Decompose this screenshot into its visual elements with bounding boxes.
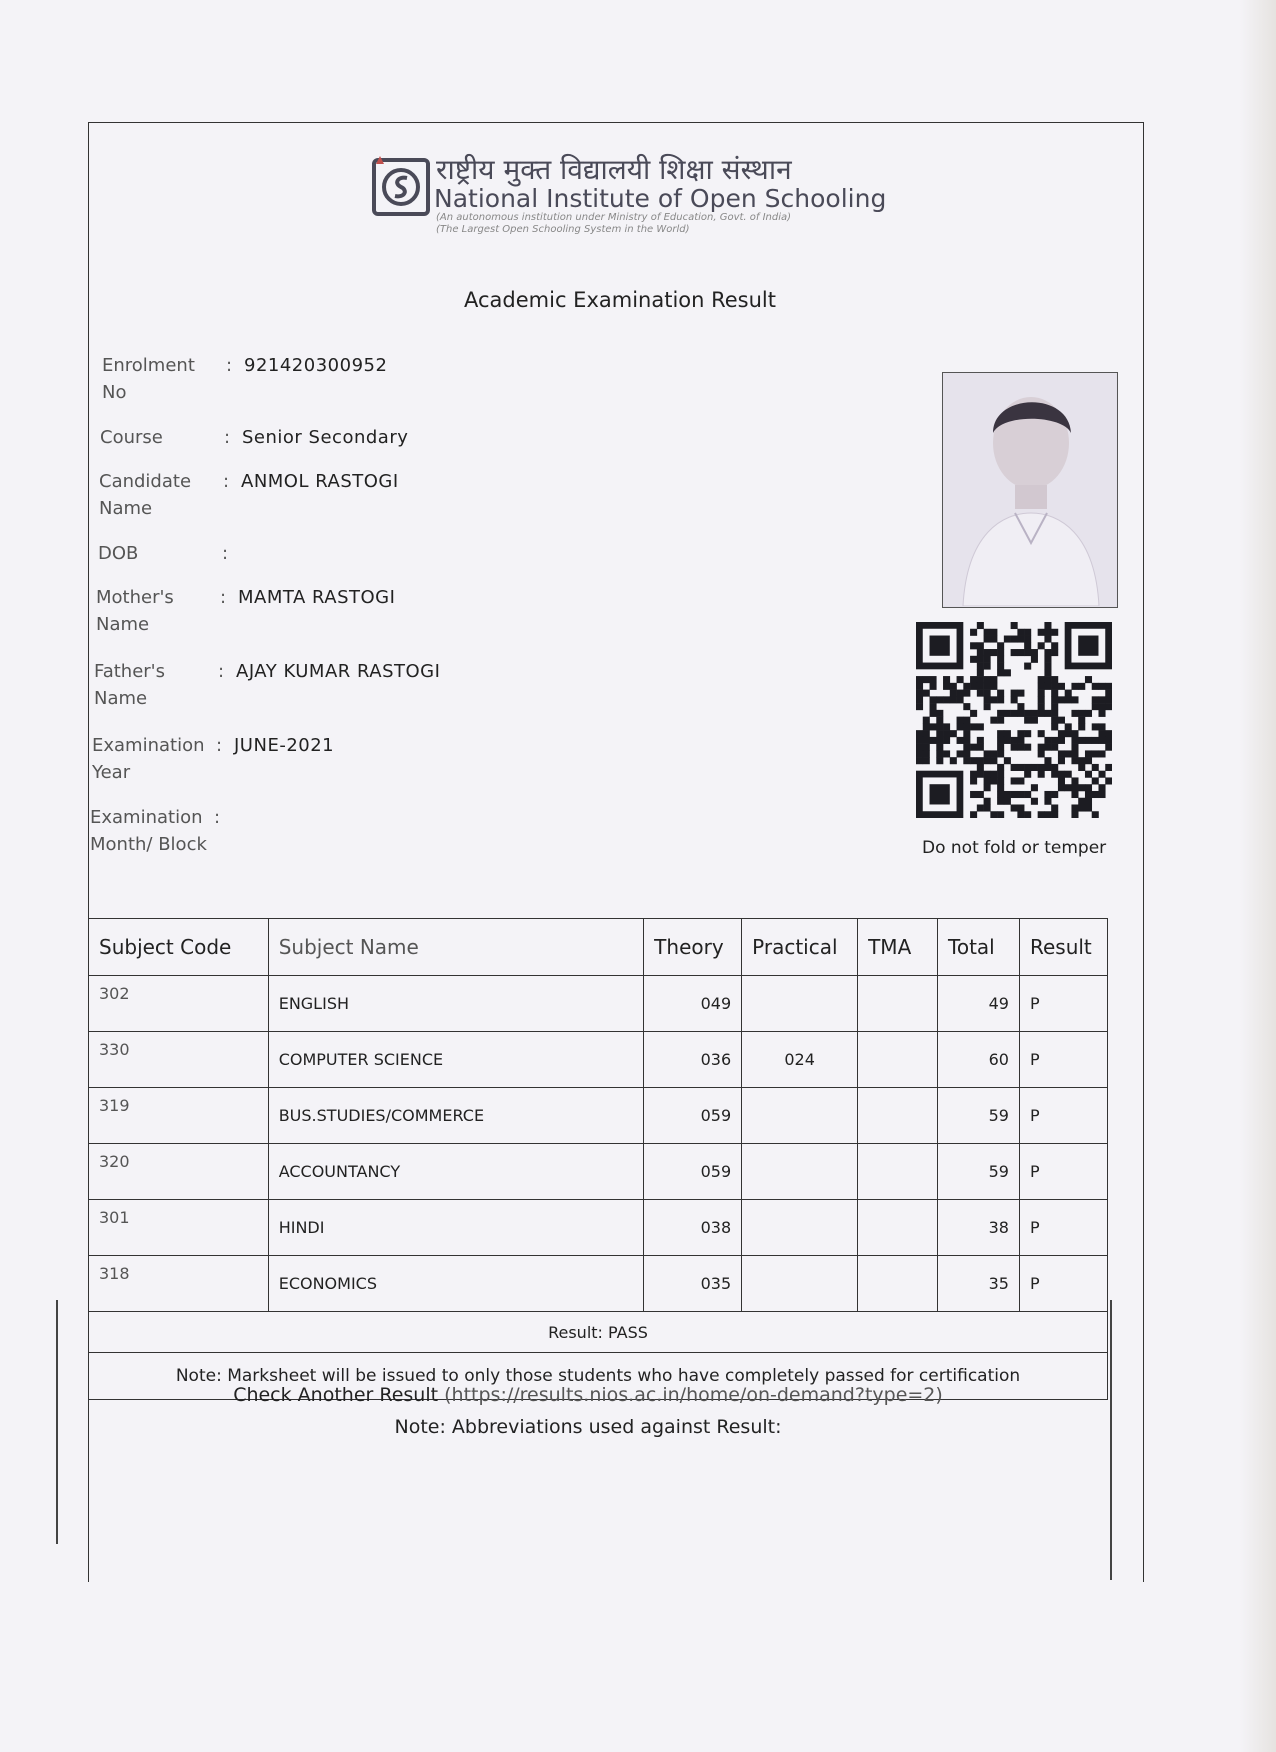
header-total: Total <box>938 919 1020 976</box>
field-value: AJAY KUMAR RASTOGI <box>236 661 441 682</box>
cell-code: 330 <box>89 1032 269 1088</box>
header-subject-code: Subject Code <box>89 919 269 976</box>
cell-tma <box>858 1088 938 1144</box>
institute-tagline-1: (An autonomous institution under Ministry of Education, Govt. of India) <box>436 212 792 223</box>
institute-hindi-name: राष्ट्रीय मुक्त विद्यालयी शिक्षा संस्थान <box>436 153 792 186</box>
field-colon: : <box>222 543 229 564</box>
marksheet-note: Note: Marksheet will be issued to only those students who have completely passed for certification <box>89 1353 1108 1400</box>
cell-result: P <box>1019 1032 1107 1088</box>
institute-english-name: National Institute of Open Schooling <box>434 184 887 213</box>
cell-total: 35 <box>938 1256 1020 1312</box>
cell-result: P <box>1019 1088 1107 1144</box>
field-colon: : <box>220 587 227 608</box>
cell-practical <box>742 1256 858 1312</box>
cell-code: 301 <box>89 1200 269 1256</box>
table-header-row <box>89 919 1108 976</box>
cell-practical <box>742 1144 858 1200</box>
check-another-result <box>0 1384 1176 1406</box>
field-colon: : <box>224 427 231 448</box>
field-value: MAMTA RASTOGI <box>238 587 396 608</box>
qr-code-icon <box>916 622 1112 818</box>
field-label: Enrolment No <box>102 355 195 403</box>
table-row <box>89 976 1108 1032</box>
cell-total: 59 <box>938 1144 1020 1200</box>
document-title: Academic Examination Result <box>464 288 776 312</box>
cell-total: 49 <box>938 976 1020 1032</box>
table-row <box>89 1032 1108 1088</box>
cell-code: 319 <box>89 1088 269 1144</box>
cell-code: 318 <box>89 1256 269 1312</box>
header-theory: Theory <box>644 919 742 976</box>
field-value: ANMOL RASTOGI <box>241 471 399 492</box>
cell-theory: 059 <box>644 1144 742 1200</box>
field-colon: : <box>216 735 223 756</box>
table-row <box>89 1200 1108 1256</box>
cell-theory: 036 <box>644 1032 742 1088</box>
result-summary: Result: PASS <box>89 1312 1108 1353</box>
cell-tma <box>858 1144 938 1200</box>
cell-theory: 059 <box>644 1088 742 1144</box>
header-subject-name: Subject Name <box>268 919 643 976</box>
cell-theory: 049 <box>644 976 742 1032</box>
cell-code: 320 <box>89 1144 269 1200</box>
field-value: 921420300952 <box>244 355 388 376</box>
cell-total: 38 <box>938 1200 1020 1256</box>
field-label: Examination Year <box>92 735 205 783</box>
cell-result: P <box>1019 1200 1107 1256</box>
table-row <box>89 1088 1108 1144</box>
field-label: Examination Month/ Block <box>90 807 207 855</box>
candidate-photo <box>942 372 1118 608</box>
cell-subject: BUS.STUDIES/COMMERCE <box>268 1088 643 1144</box>
cell-subject: ENGLISH <box>268 976 643 1032</box>
header-tma: TMA <box>858 919 938 976</box>
border-line-right <box>1110 1300 1112 1580</box>
marks-table <box>88 918 1108 1400</box>
field-label: Candidate Name <box>99 471 192 519</box>
abbreviations-note: Note: Abbreviations used against Result: <box>394 1416 782 1438</box>
fold-warning: Do not fold or temper <box>922 838 1107 858</box>
cell-subject: ECONOMICS <box>268 1256 643 1312</box>
cell-code: 302 <box>89 976 269 1032</box>
check-result-link[interactable]: (https://results.nios.ac.in/home/on-demand?type=2) <box>444 1384 943 1406</box>
cell-result: P <box>1019 976 1107 1032</box>
cell-practical <box>742 1200 858 1256</box>
field-colon: : <box>214 807 221 828</box>
field-label: Father's Name <box>94 661 165 709</box>
cell-result: P <box>1019 1144 1107 1200</box>
cell-tma <box>858 1256 938 1312</box>
cell-result: P <box>1019 1256 1107 1312</box>
check-result-label: Check Another Result <box>233 1384 439 1406</box>
field-label: Mother's Name <box>96 587 174 635</box>
cell-total: 60 <box>938 1032 1020 1088</box>
cell-theory: 035 <box>644 1256 742 1312</box>
cell-tma <box>858 1032 938 1088</box>
cell-practical <box>742 976 858 1032</box>
cell-tma <box>858 1200 938 1256</box>
field-value: JUNE-2021 <box>234 735 335 756</box>
field-label: DOB <box>98 543 139 564</box>
table-row <box>89 1144 1108 1200</box>
border-line-left <box>56 1300 58 1544</box>
cell-practical: 024 <box>742 1032 858 1088</box>
nios-logo-icon <box>372 152 432 216</box>
field-colon: : <box>223 471 230 492</box>
header-result: Result <box>1019 919 1107 976</box>
field-label: Course <box>100 427 163 448</box>
cell-total: 59 <box>938 1088 1020 1144</box>
field-colon: : <box>226 355 233 376</box>
cell-tma <box>858 976 938 1032</box>
field-value: Senior Secondary <box>242 427 409 448</box>
person-silhouette-icon <box>943 373 1116 606</box>
header-practical: Practical <box>742 919 858 976</box>
cell-subject: COMPUTER SCIENCE <box>268 1032 643 1088</box>
cell-subject: HINDI <box>268 1200 643 1256</box>
table-row <box>89 1256 1108 1312</box>
page-edge-shadow <box>1240 0 1276 1752</box>
cell-subject: ACCOUNTANCY <box>268 1144 643 1200</box>
field-colon: : <box>218 661 225 682</box>
institute-tagline-2: (The Largest Open Schooling System in the World) <box>436 224 690 235</box>
cell-theory: 038 <box>644 1200 742 1256</box>
result-summary-row <box>89 1312 1108 1353</box>
cell-practical <box>742 1088 858 1144</box>
